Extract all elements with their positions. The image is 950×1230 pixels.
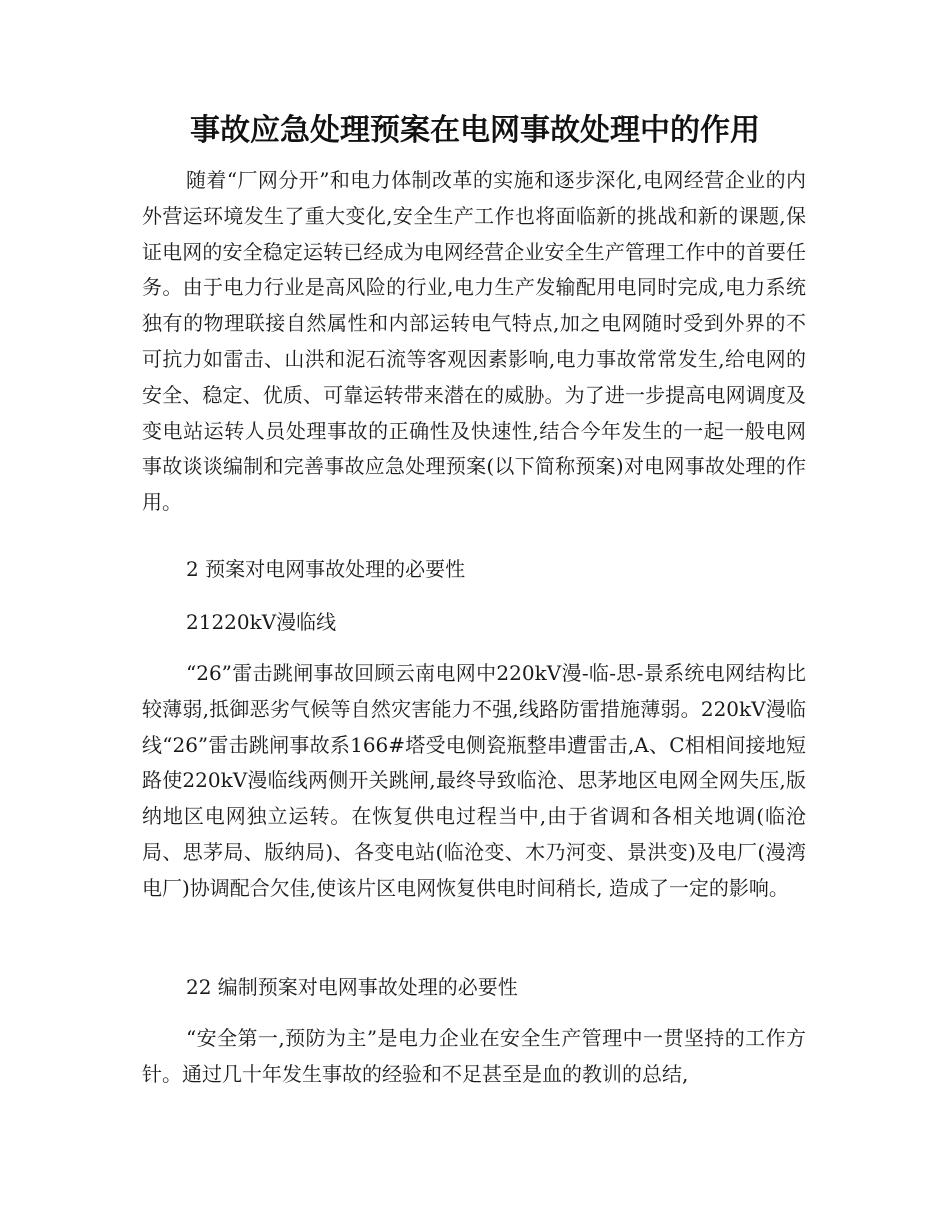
- section-heading-2: 2 预案对电网事故处理的必要性: [186, 557, 466, 581]
- section-heading-2-2: 22 编制预案对电网事故处理的必要性: [186, 975, 518, 999]
- document-title: 事故应急处理预案在电网事故处理中的作用: [190, 113, 760, 148]
- paragraph-incident-review: “26”雷击跳闸事故回顾云南电网中220kV漫-临-思-景系统电网结构比较薄弱,抵御恶劣气候等自然灾害能力不强,线路防雷措施薄弱。220kV漫临线“26”雷击跳闸事故系166#塔受电侧瓷瓶整串遭雷击,A、C相相间接地短路使220kV漫临线两侧开关跳闸,最终导致临沧、思茅地区电网全网失压,版纳地区电网独立运转。在恢复供电过程当中,由于省调和各相关地调(临沧局、思茅局、版纳局)、各变电站(临沧变、木乃河变、景洪变)及电厂(漫湾电厂)协调配合欠佳,使该片区电网恢复供电时间稍长, 造成了一定的影响。: [142, 661, 806, 900]
- section-heading-2-1: 21220kV漫临线: [186, 610, 337, 634]
- paragraph-intro: 随着“厂网分开”和电力体制改革的实施和逐步深化,电网经营企业的内外营运环境发生了重大变化,安全生产工作也将面临新的挑战和新的课题,保证电网的安全稳定运转已经成为电网经营企业安全生产管理工作中的首要任务。由于电力行业是高风险的行业,电力生产发输配用电同时完成,电力系统独有的物理联接自然属性和内部运转电气特点,加之电网随时受到外界的不可抗力如雷击、山洪和泥石流等客观因素影响,电力事故常常发生,给电网的安全、稳定、优质、可靠运转带来潜在的威胁。为了进一步提高电网调度及变电站运转人员处理事故的正确性及快速性,结合今年发生的一起一般电网事故谈谈编制和完善事故应急处理预案(以下简称预案)对电网事故处理的作用。: [142, 168, 806, 515]
- paragraph-safety-policy: “安全第一,预防为主”是电力企业在安全生产管理中一贯坚持的工作方针。通过几十年发生事故的经验和不足甚至是血的教训的总结,: [142, 1026, 806, 1086]
